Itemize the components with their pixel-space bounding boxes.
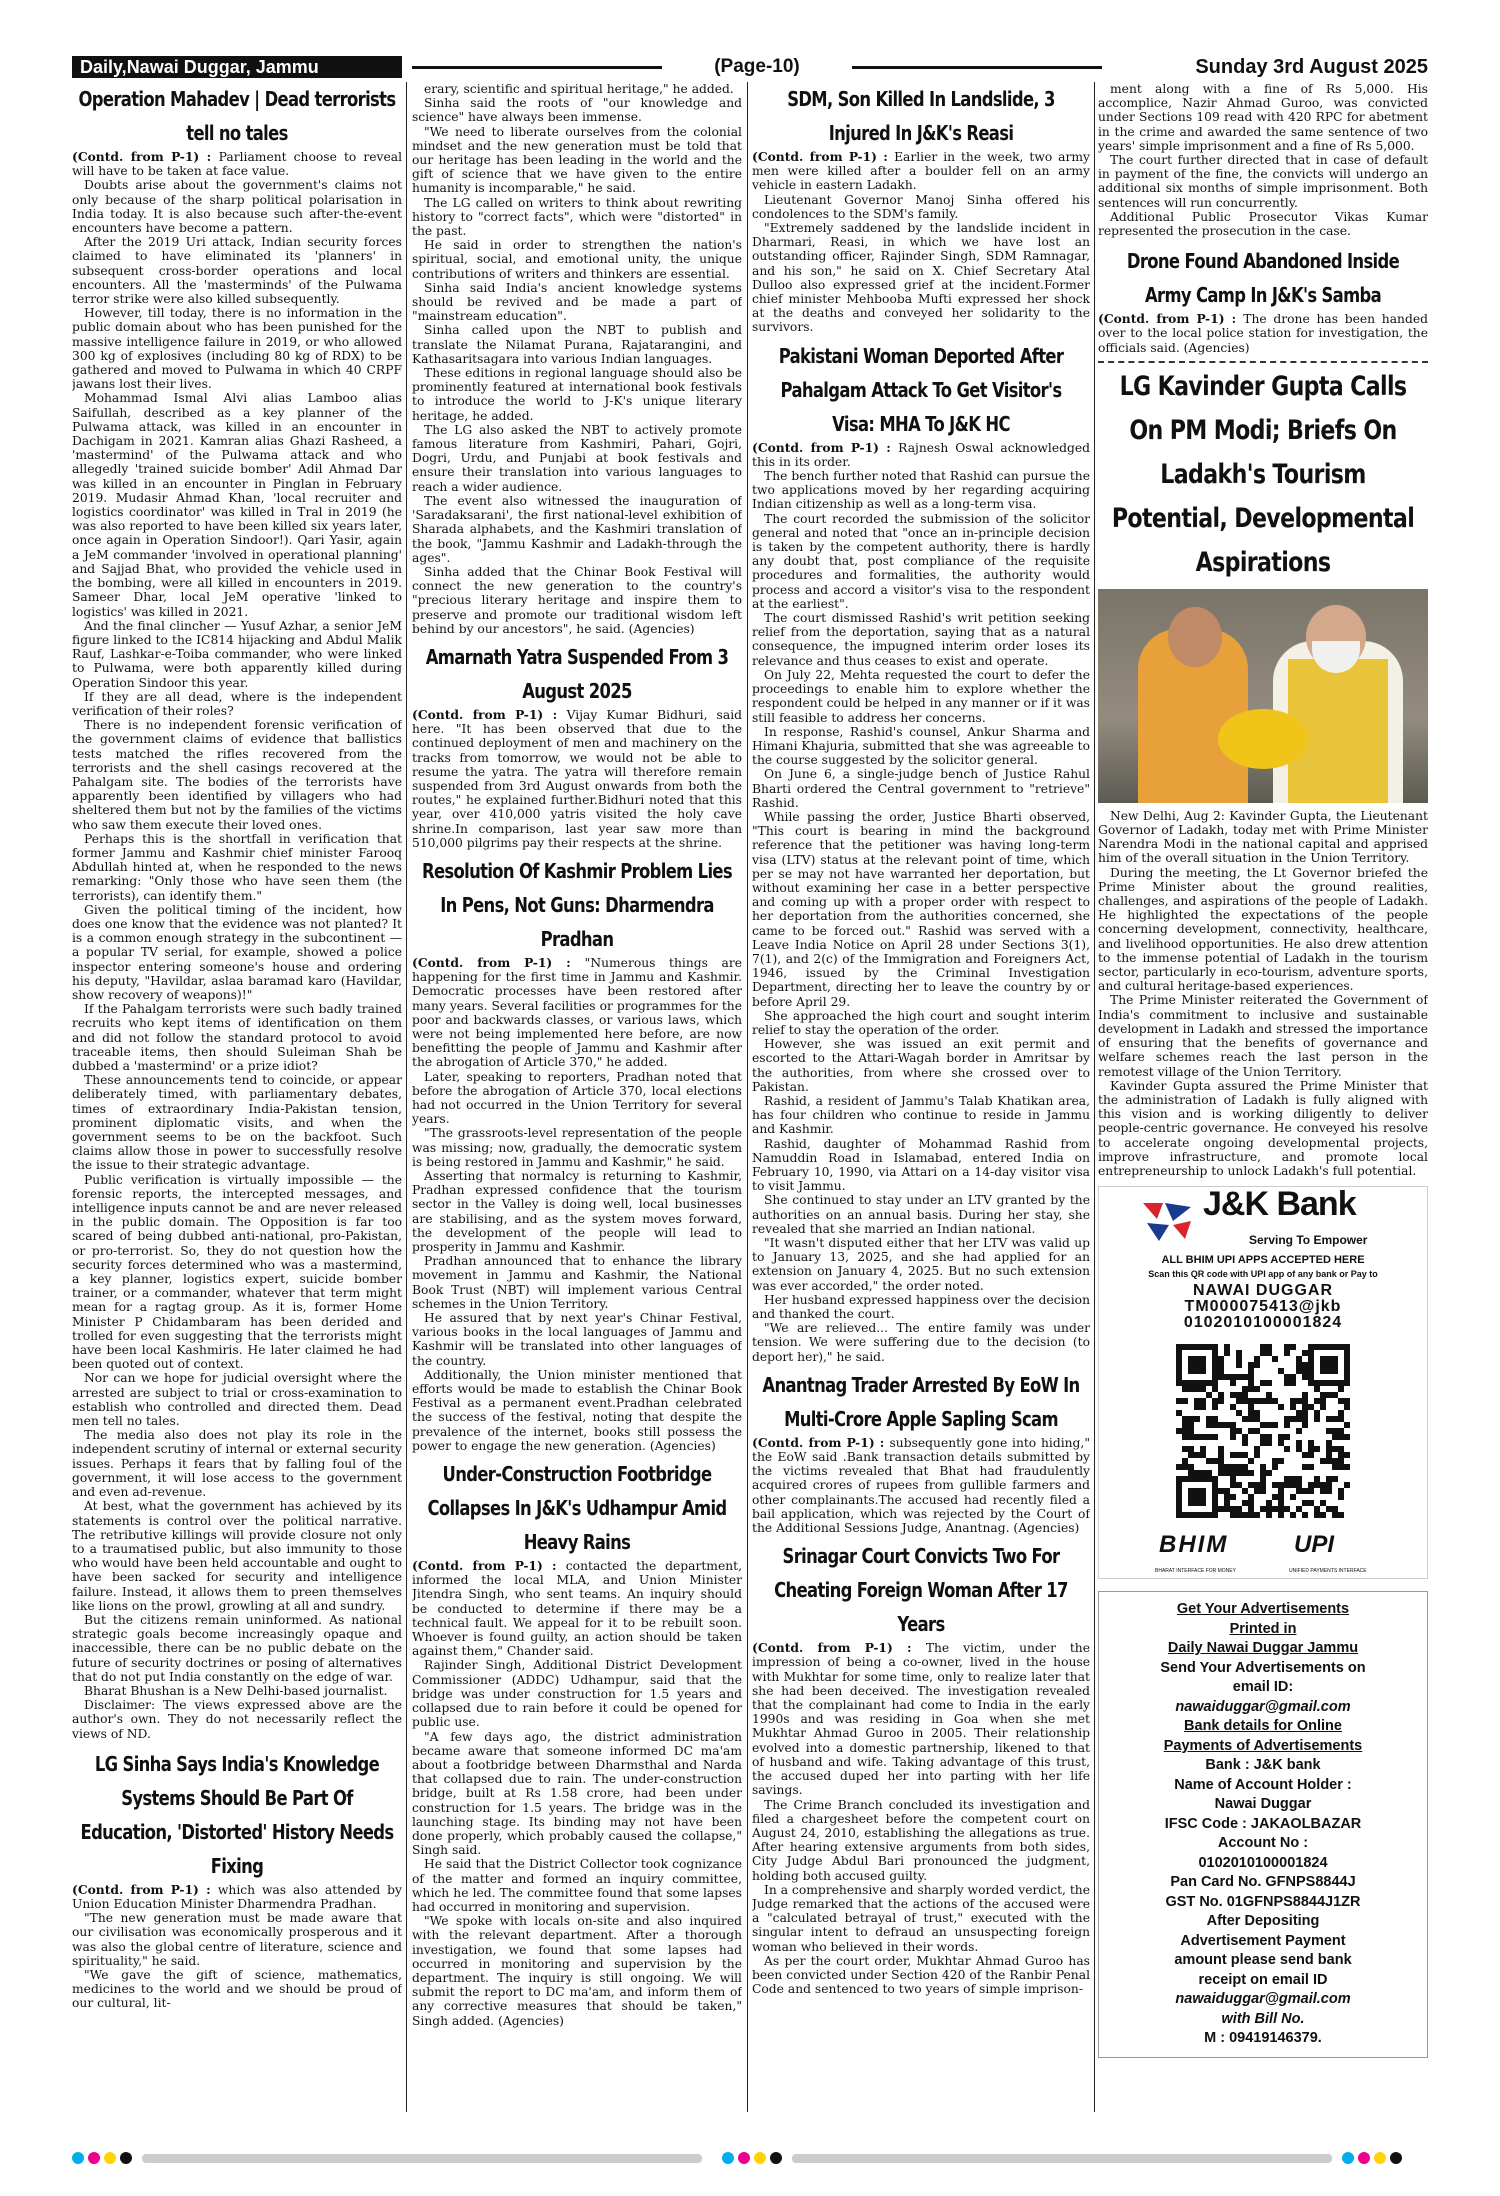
continued-marker: (Contd. from P-1) :	[752, 1640, 926, 1656]
adv-line: amount please send bank	[1174, 1952, 1352, 1969]
adv-line: Bank : J&K bank	[1205, 1757, 1321, 1774]
adv-line: Bank details for Online	[1184, 1718, 1342, 1735]
adv-line: Printed in	[1229, 1620, 1297, 1637]
article-body	[412, 82, 742, 636]
adv-email[interactable]: nawaiduggar@gmail.com	[1175, 1991, 1351, 2008]
continued-marker: (Contd. from P-1) :	[412, 1558, 566, 1574]
paragraph: On July 22, Mehta requested the court to defer the proceedings to enable him to explore whether the respondent could be helped in any manner or if it was still feasible to address her concerns.	[752, 667, 1090, 725]
registration-dot	[1342, 2152, 1354, 2164]
registration-dot	[754, 2152, 766, 2164]
paragraph: And the final clincher — Yusuf Azhar, a senior JeM figure linked to the IC814 hijacking and Abdul Malik Rauf, Lashkar-e-Toiba commander, who were linked to Pulwama, were both apparently killed during Operation Sindoor this year.	[72, 618, 402, 690]
bhim-upi-logo	[1099, 1531, 1427, 1575]
adv-line: Payments of Advertisements	[1163, 1737, 1363, 1754]
paragraph: He assured that by next year's Chinar Festival, various books in the local languages of Jammu and Kashmir will be translated into other languages of the country.	[412, 1311, 742, 1368]
registration-dot	[88, 2152, 100, 2164]
paragraph: "We spoke with locals on-site and also inquired with the relevant department. After a thorough investigation, we found that some lapses had occurred in monitoring and supervision by the department. The inquiry is still ongoing. We will submit the report to DC ma'am, and inform them of any corrective measures that should be taken," Singh added. (Agencies)	[412, 1914, 742, 2028]
adv-line: IFSC Code : JAKAOLBAZAR	[1164, 1815, 1362, 1832]
adv-line: After Depositing	[1206, 1913, 1320, 1930]
adv-line: Get Your Advertisements	[1176, 1601, 1350, 1618]
paragraph: (Contd. from P-1) : "Numerous things are happening for the first time in Jammu and Kashmir. Democratic processes have been restored after many years. Several facilities or programmes for the poor and backwards classes, or various laws, which were not being implemented here before, are now benefitting the people of Jammu and Kashmir after the abrogation of Article 370," he added.	[412, 954, 742, 1070]
paragraph: At best, what the government has achieved by its statements is control over the political narrative. The retributive killings will provide closure not only to a traumatised public, but also immunity to those who would have been held accountable and ought to have been sacked for security and intelligence failure. Instead, it allows them to preen themselves like lions on the prowl, growling at all and sundry.	[72, 1499, 402, 1613]
adv-line: email ID:	[1232, 1679, 1294, 1696]
paragraph: She approached the high court and sought interim relief to stay the operation of the order.	[752, 1008, 1090, 1037]
paragraph: He said that the District Collector took cognizance of the matter and formed an inquiry committee, which he led. The committee found that some lapses had occurred in monitoring and supervision.	[412, 1857, 742, 1914]
continued-marker: (Contd. from P-1) :	[72, 1881, 218, 1897]
column-3	[752, 82, 1090, 2112]
page-header	[72, 56, 1428, 82]
paragraph: Rashid, daughter of Mohammad Rashid from Namuddin Road in Islamabad, entered India on February 10, 1990, via Attari on a 14-day visitor visa to visit Jammu.	[752, 1136, 1090, 1194]
page-number: (Page-10)	[708, 56, 806, 78]
registration-bar	[142, 2154, 702, 2163]
bank-tagline: Serving To Empower	[1249, 1233, 1368, 1248]
bhim-logo-icon: BHIM	[1159, 1531, 1229, 1559]
paragraph: Lieutenant Governor Manoj Sinha offered his condolences to the SDM's family.	[752, 192, 1090, 221]
paragraph: Doubts arise about the government's claims not only because of the sharp political polarisation in India today. It is also because such after-the-event encounters have become a pattern.	[72, 178, 402, 236]
paragraph: The Crime Branch concluded its investigation and filed a chargesheet before the competent court on August 24, 2010, establishing the allegations as true. After hearing extensive arguments from both sides, City Judge Abdul Bari pronounced the judgment, holding both accused guilty.	[752, 1797, 1090, 1883]
adv-line: Nawai Duggar	[1214, 1796, 1312, 1813]
paragraph: The Prime Minister reiterated the Government of India's commitment to inclusive and sustainable development in Ladakh and stressed the importance of ensuring that the benefits of governance and welfare schemes reach the last person in the remotest village of the Union Territory.	[1098, 993, 1428, 1079]
paragraph: Sinha called upon the NBT to publish and translate the Nilamat Purana, Rajatarangini, and Kathasaritsagara into various Indian languages.	[412, 323, 742, 366]
news-photo	[1098, 589, 1428, 803]
column-1	[72, 82, 402, 2112]
registration-dot	[770, 2152, 782, 2164]
paragraph: Sinha said India's ancient knowledge systems should be revived and be made a part of "mainstream education".	[412, 280, 742, 324]
paragraph: (Contd. from P-1) : Parliament choose to reveal will have to be taken at face value.	[72, 149, 402, 179]
paragraph: If the Pahalgam terrorists were such badly trained recruits who kept items of identification on them and did not follow the standard protocol to avoid traceable items, then should Suleiman Shah be dubbed a 'mastermind' or a prize idiot?	[72, 1002, 402, 1073]
headline-footbridge[interactable]: Under-Construction Footbridge Collapses In J&K's Udhampur Amid Heavy Rains	[427, 1462, 727, 1555]
qr-code-icon[interactable]	[1147, 1342, 1379, 1522]
paragraph: Additional Public Prosecutor Vikas Kumar represented the prosecution in the case.	[1098, 209, 1428, 239]
paragraph: "A few days ago, the district administration became aware that someone informed DC ma'am about a footbridge between Dharmsthal and Narda that collapsed due to rain. The under-construction bridge, built at Rs 1.58 crore, had been under construction for 1.5 years. The bridge was in the launching stage. Its binding may not have been done properly, which probably caused the collapse," Singh said.	[412, 1729, 742, 1858]
paragraph: Rajinder Singh, Additional District Development Commissioner (ADDC) Udhampur, said that the bridge was under construction for 1.5 years and collapsed due to rain before it could be opened for public use.	[412, 1658, 742, 1730]
paragraph: After the 2019 Uri attack, Indian security forces claimed to have eliminated its 'planners' in subsequent cross-border operations and local encounters. All the 'masterminds' of the Pulwama terror strike were also killed subsequently.	[72, 235, 402, 307]
paragraph: The court recorded the submission of the solicitor general and noted that "once an in-principle decision is taken by the competent authority, there is hardly any doubt that, post compliance of the requisite procedures and formalities, the authority would process and accord a visitor's visa to the respondent at the earliest".	[752, 511, 1090, 611]
paragraph: (Contd. from P-1) : Vijay Kumar Bidhuri, said here. "It has been observed that due to the continued deployment of men and machinery on the tracks from tomorrow, we would not be able to resume the yatra. The yatra will therefore remain suspended from 3rd August onwards from both the routes," he explained further.Bidhuri noted that this year, over 410,000 yatris visited the holy cave shrine.In comparison, last year saw more than 510,000 pilgrims pay their respects at the shrine.	[412, 706, 742, 850]
paragraph: The LG also asked the NBT to actively promote famous literature from Kashmiri, Pahari, Gojri, Dogri, Urdu, and Punjabi at book festivals and ensure their translation into various languages to reach a wider audience.	[412, 422, 742, 494]
registration-bar	[792, 2154, 1332, 2163]
page-number-bar	[412, 56, 1102, 78]
continued-marker: (Contd. from P-1) :	[752, 149, 895, 164]
headline-pakistani-woman[interactable]: Pakistani Woman Deported After Pahalgam Attack To Get Visitor's Visa: MHA To J&K HC	[778, 343, 1064, 436]
headline-lg-sinha[interactable]: LG Sinha Says India's Knowledge Systems Should Be Part Of Education, 'Distorted' History Needs Fixing	[80, 1751, 394, 1878]
paragraph: erary, scientific and spiritual heritage," he added.	[424, 82, 734, 96]
article-body	[752, 1436, 1090, 1535]
adv-phone[interactable]: M : 09419146379.	[1204, 2030, 1322, 2047]
account-number: 0102010100001824	[1183, 1313, 1343, 1331]
paragraph: Sinha said the roots of "our knowledge and science" have always been immense.	[412, 96, 742, 125]
paragraph: Public verification is virtually impossible — the forensic reports, the intercepted messages, and intelligence inputs cannot be and are never released in the public domain. The Opposition is far too scared of being dubbed anti-national, pro-Pakistan, or pro-terrorist. So, they do not question how the security forces determined who was a mastermind, a key planner, logistics expert, suicide bomber trainer, or a commander, whatever that term might mean for a ragtag group. As it is, former Home Minister P Chidambaram has been derided and trolled for even suggesting that the terrorists might have been local Kashmiris. He later claimed he had been quoted out of context.	[72, 1172, 402, 1372]
scan-instruction: Scan this QR code with UPI app of any bank or Pay to	[1148, 1269, 1378, 1280]
adv-line: Pan Card No. GFNPS8844J	[1170, 1874, 1356, 1891]
paragraph: "We are relieved... The entire family was under tension. We were suffering due to the decision (to deport her)," he said.	[752, 1321, 1090, 1364]
paragraph: The court dismissed Rashid's writ petition seeking relief from the deportation, saying that as a natural consequence, the impugned interim order loses its relevance and thus ceases to exist and operate.	[752, 611, 1090, 668]
paragraph: However, till today, there is no information in the public domain about who has been punished for the massive intelligence failure in 2019, or who allowed 300 kg of explosives (including 80 kg of RDX) to be gathered and moved to Pulwama in which 40 CRPF jawans lost their lives.	[72, 306, 402, 392]
continued-marker: (Contd. from P-1) :	[752, 439, 899, 455]
paragraph: New Delhi, Aug 2: Kavinder Gupta, the Lieutenant Governor of Ladakh, today met with Prime Minister Narendra Modi in the national capital and apprised him of the overall situation in the Union Territory.	[1098, 808, 1428, 866]
divider	[1098, 361, 1428, 363]
registration-dot	[1358, 2152, 1370, 2164]
upi-id: TM000075413@jkb	[1184, 1297, 1342, 1315]
paragraph: Additionally, the Union minister mentioned that efforts would be made to establish the Chinar Book Festival as a permanent event.Pradhan celebrated the success of the festival, noting that despite the prevalence of the internet, books still possess the power to engage the new generation. (Agencies)	[412, 1367, 742, 1453]
headline-kashmir-pens[interactable]: Resolution Of Kashmir Problem Lies In Pens, Not Guns: Dharmendra Pradhan	[421, 858, 733, 951]
paragraph: "It wasn't disputed either that her LTV was valid up to January 13, 2025, and she had applied for an extension on January 4, 2025. But no such extension was ever accorded," the order noted.	[752, 1236, 1090, 1293]
paragraph: Kavinder Gupta assured the Prime Minister that the administration of Ladakh is fully aligned with this vision and is working diligently to deliver people-centric governance. He conveyed his resolve to accelerate ongoing developmental projects, improve infrastructure, and promote local entrepreneurship to unlock Ladakh's full potential.	[1098, 1078, 1428, 1178]
paragraph: However, she was issued an exit permit and escorted to the Attari-Wagah border in Amritsar by the authorities, from where she crossed over to Pakistan.	[752, 1037, 1090, 1094]
paragraph: Given the political timing of the incident, how does one know that the evidence was not planted? It is a common enough strategy in the subcontinent — a popular TV serial, for example, showed a police inspector entering someone's house and ordering his deputy, "Havildar, aslaa baramad karo (Havildar, show recovery of weapons)!"	[72, 902, 402, 1002]
paragraph: He said in order to strengthen the nation's spiritual, social, and emotional unity, the unique contributions of writers and thinkers are essential.	[412, 238, 742, 281]
paragraph: "We need to liberate ourselves from the colonial mindset and the new generation must be told that our heritage has been leading in the world and the gift of science that we have given to the entire humanity is incomparable," he said.	[412, 124, 742, 196]
upi-logo-icon: UPI	[1294, 1531, 1335, 1559]
headline-sdm-landslide[interactable]: SDM, Son Killed In Landslide, 3 Injured In J&K's Reasi	[787, 87, 1055, 145]
paragraph: In a comprehensive and sharply worded verdict, the Judge remarked that the actions of the accused were a "calculated betrayal of trust," executed with the singular intent to defraud an unsuspecting foreign woman who believed in their words.	[752, 1882, 1090, 1954]
paragraph: While passing the order, Justice Bharti observed, "This court is bearing in mind the background reference that the petitioner was having long-term visa (LTV) status at the relevant point of time, which per se may not have warranted her deportation, but without examining her case in a better perspective and coming up with a proper order with respect to her deportation from the authorities concerned, she came to be forced out." Rashid was served with a Leave India Notice on April 28 under Sections 3(1), 7(1), and 2(c) of the Immigration and Foreigners Act, 1946, issued by the Criminal Investigation Department, directing her to leave the country by or before April 29.	[752, 809, 1090, 1009]
paragraph: Asserting that normalcy is returning to Kashmir, Pradhan expressed confidence that the tourism sector in the Valley is doing well, local businesses are stabilising, and as the system moves forward, the development of the people will lead to prosperity in Jammu and Kashmir.	[412, 1169, 742, 1255]
bank-name: J&K Bank	[1203, 1185, 1356, 1224]
paragraph: "The new generation must be made aware that our civilisation was economically prosperous and it was also the global centre of literature, science and spirituality," he said.	[72, 1911, 402, 1968]
paragraph: In response, Rashid's counsel, Ankur Sharma and Himani Khajuria, submitted that she was agreeable to the course suggested by the solicitor general.	[752, 724, 1090, 768]
paragraph: Pradhan announced that to enhance the library movement in Jammu and Kashmir, the National Book Trust (NBT) will implement various Central schemes in the Union Territory.	[412, 1254, 742, 1311]
paragraph: Her husband expressed happiness over the decision and thanked the court.	[752, 1292, 1090, 1322]
masthead-left: Daily,Nawai Duggar, Jammu	[72, 56, 402, 78]
paragraph: Perhaps this is the shortfall in verification that former Jammu and Kashmir chief minister Farooq Abdullah hinted at, when he responded to the news remarking: "Only those who have seen them (the terrorists), can identify them."	[72, 831, 402, 903]
article-body	[752, 1641, 1090, 1996]
adv-email[interactable]: nawaiduggar@gmail.com	[1175, 1698, 1351, 1715]
print-registration-bar	[72, 2150, 1428, 2166]
adv-line: 0102010100001824	[1198, 1854, 1328, 1871]
article-body	[1098, 809, 1428, 1178]
paragraph: Later, speaking to reporters, Pradhan noted that before the abrogation of Article 370, local elections had not occurred in the Union Territory for several years.	[412, 1069, 742, 1127]
paragraph: Disclaimer: The views expressed above are the author's own. They do not necessarily reflect the views of ND.	[72, 1698, 402, 1741]
paragraph: These announcements tend to coincide, or appear deliberately timed, with parliamentary debates, times of extraordinary India-Pakistan tension, prominent diplomatic visits, and when the government seems to be on the backfoot. Such claims allow those in power to successfully resolve the issue to their strategic advantage.	[72, 1073, 402, 1173]
paragraph: ment along with a fine of Rs 5,000. His accomplice, Nazir Ahmad Guroo, was convicted under Sections 109 read with 420 RPC for abetment in the crime and awarded the same sentence of two years' simple imprisonment and a fine of Rs 5,000.	[1098, 82, 1428, 153]
continued-marker: (Contd. from P-1) :	[412, 706, 567, 722]
headline-anantnag-trader[interactable]: Anantnag Trader Arrested By EoW In Multi-Crore Apple Sapling Scam	[762, 1372, 1080, 1431]
adv-line: Daily Nawai Duggar Jammu	[1167, 1640, 1359, 1657]
continued-marker: (Contd. from P-1) :	[412, 954, 585, 970]
article-body	[752, 150, 1090, 335]
paragraph: The court further directed that in case of default in payment of the fine, the convicts will undergo an additional six months of simple imprisonment. Both sentences will run concurrently.	[1098, 153, 1428, 210]
paragraph: During the meeting, the Lt Governor briefed the Prime Minister about the ground realities, challenges, and aspirations of the people of Ladakh. He highlighted the expectations of the people concerning development, connectivity, healthcare, and livelihood opportunities. He also drew attention to the immense potential of Ladakh in the tourism sector, particularly in eco-tourism, adventure sports, and cultural heritage-based experiences.	[1098, 865, 1428, 994]
paragraph: "Extremely saddened by the landslide incident in Dharmari, Reasi, in which we have lost an outstanding officer, Rajinder Singh, SDM Ramnagar, and his son," he said on X. Chief Secretary Atal Dulloo also expressed grief at the incident.Former chief minister Mehbooba Mufti expressed her shock at the deaths and conveyed her solidarity to the survivors.	[752, 221, 1090, 335]
adv-line: receipt on email ID	[1198, 1971, 1328, 1988]
headline-drone-samba[interactable]: Drone Found Abandoned Inside Army Camp In J&K's Samba	[1126, 249, 1400, 308]
registration-dot	[722, 2152, 734, 2164]
headline-amarnath-yatra[interactable]: Amarnath Yatra Suspended From 3 August 2025	[425, 644, 729, 703]
paragraph: Sinha added that the Chinar Book Festival will connect the new generation to the country's "precious literary heritage and inspire them to preserve and promote our traditional wisdom left behind by our ancestors", he said. (Agencies)	[412, 564, 742, 636]
paragraph: The event also witnessed the inauguration of 'Saradaksarani', the first national-level exhibition of Sharada alphabets, and the Kashmiri translation of the book, "Jammu Kashmir and Ladakh-through the ages".	[412, 493, 742, 565]
adv-line: GST No. 01GFNPS8844J1ZR	[1165, 1893, 1361, 1910]
paragraph: (Contd. from P-1) : Rajnesh Oswal acknowledged this in its order.	[752, 439, 1090, 469]
upi-accepted: ALL BHIM UPI APPS ACCEPTED HERE	[1161, 1254, 1365, 1267]
paragraph: Mohammad Ismal Alvi alias Lamboo alias Saifullah, described as a key planner of the Pulwama attack, was killed in an encounter in Dachigam in 2021. Kamran alias Ghazi Rasheed, a 'mastermind' of the Pulwama attack and who allegedly 'trained suicide bomber' Adil Ahmad Dar was killed in an encounter in Pinglan in February 2019. Mudasir Ahmad Khan, 'local recruiter and logistics coordinator' was killed in Tral in 2019 (he was also reported to have been killed six years later, once again in Operation Sindoor!). Qari Yasir, again a JeM commander 'involved in operational planning' and Sajjad Bhat, who provided the vehicle used in the bombing, were all killed in encounters in 2019. Sameer Dhar, local JeM operative 'linked to logistics' was killed in 2021.	[72, 391, 402, 619]
paragraph: She continued to stay under an LTV granted by the authorities on an annual basis. During her stay, she revealed that she married an Indian national.	[752, 1193, 1090, 1236]
paragraph: There is no independent forensic verification of the government claims of evidence that ballistics tests matched the rifles recovered from the terrorists and the shell casings recovered at the Pahalgam site. The bodies of the terrorists have apparently been identified by villagers who had sheltered them but not by the families of the victims who saw them execute their loved ones.	[72, 718, 402, 832]
article-body	[412, 708, 742, 850]
paragraph: These editions in regional language should also be prominently featured at international book festivals to introduce the world to J-K's unique literary heritage, he added.	[412, 366, 742, 423]
headline-operation-mahadev[interactable]: Operation Mahadev | Dead terrorists tell no tales	[78, 87, 396, 145]
adv-line: Advertisement Payment	[1180, 1932, 1346, 1949]
article-body	[752, 441, 1090, 1364]
paragraph: Rashid, a resident of Jammu's Talab Khatikan area, has four children who continue to reside in Jammu and Kashmir.	[752, 1093, 1090, 1137]
bhim-subtitle: BHARAT INTERFACE FOR MONEY	[1155, 1568, 1236, 1575]
registration-dot	[104, 2152, 116, 2164]
adv-line: Send Your Advertisements on	[1160, 1659, 1366, 1676]
advertisement-info-box	[1098, 1591, 1428, 2058]
paragraph: (Contd. from P-1) : The drone has been handed over to the local police station for investigation, the officials said. (Agencies)	[1098, 311, 1428, 355]
paragraph: As per the court order, Mukhtar Ahmad Guroo has been convicted under Section 420 of the Ranbir Penal Code and sentenced to two years of simple imprison-	[752, 1953, 1090, 1997]
paragraph: (Contd. from P-1) : contacted the department, informed the local MLA, and Union Minister Jitendra Singh, who sent teams. An inquiry should be conducted to determine if there may be a technical fault. We appeal for it to be rebuilt soon. Whoever is found guilty, an action should be taken against them," Chander said.	[412, 1558, 742, 1659]
paragraph: (Contd. from P-1) : subsequently gone into hiding," the EoW said .Bank transaction details submitted by the victims revealed that Bhat had fraudulently acquired crores of rupees from gullible farmers and other complainants.The accused had recently filed a bail application, which was rejected by the Court of the Additional Sessions Judge, Anantnag. (Agencies)	[752, 1434, 1090, 1536]
paragraph: (Contd. from P-1) : which was also attended by Union Education Minister Dharmendra Pradhan.	[72, 1881, 402, 1911]
article-body	[1098, 82, 1428, 238]
registration-dot	[1374, 2152, 1386, 2164]
article-body	[1098, 312, 1428, 355]
payee-name: NAWAI DUGGAR	[1193, 1281, 1333, 1299]
adv-line: Name of Account Holder :	[1174, 1776, 1352, 1793]
article-body	[412, 1559, 742, 2028]
registration-dot	[72, 2152, 84, 2164]
issue-date: Sunday 3rd August 2025	[1195, 56, 1428, 78]
upi-subtitle: UNIFIED PAYMENTS INTERFACE	[1289, 1568, 1367, 1575]
registration-dot	[120, 2152, 132, 2164]
continued-marker: (Contd. from P-1) :	[72, 149, 219, 164]
continued-marker: (Contd. from P-1) :	[1098, 311, 1244, 327]
continued-marker: (Contd. from P-1) :	[752, 1434, 890, 1450]
jk-bank-logo-icon	[1139, 1199, 1195, 1243]
article-body	[412, 956, 742, 1453]
paragraph: But the citizens remain uninformed. As national strategic goals become increasingly opaque and inaccessible, there can be no public debate on the future of security doctrines or posing of alternatives that do not put India constantly on the edge of war.	[72, 1612, 402, 1684]
paragraph: Bharat Bhushan is a New Delhi-based journalist.	[84, 1683, 388, 1698]
registration-dot	[1390, 2152, 1402, 2164]
adv-line: Account No :	[1217, 1835, 1309, 1852]
column-4	[1098, 82, 1428, 2112]
registration-dot	[738, 2152, 750, 2164]
paragraph: (Contd. from P-1) : The victim, under the impression of being a co-owner, lived in the house with Mukhtar for some time, only to realize later that she had been deceived. The investigation revealed that the complainant had come to India in the early 1990s and was residing in Goa when she met Mukhtar Ahmad Guroo in 2005. Their relationship evolved into a domestic partnership, likened to that of husband and wife. Taking advantage of this trust, the accused duped her into parting with her life savings.	[752, 1640, 1090, 1798]
paragraph: The media also does not play its role in the independent scrutiny of internal or external security issues. Perhaps it fears that by falling foul of the government, it will lose access to the government and even ad-revenue.	[72, 1428, 402, 1500]
article-body	[72, 150, 402, 1741]
paragraph: (Contd. from P-1) : Earlier in the week, two army men were killed after a boulder fell on an army vehicle in eastern Ladakh.	[752, 149, 1090, 193]
article-body	[72, 1883, 402, 2011]
paragraph: The LG called on writers to think about rewriting history to "correct facts", which were "distorted" in the past.	[412, 195, 742, 239]
column-2	[412, 82, 742, 2112]
paragraph: Nor can we hope for judicial oversight where the arrested are subject to trial or cross-examination to establish who controlled and directed them. Dead men tell no tales.	[72, 1371, 402, 1429]
headline-srinagar-court[interactable]: Srinagar Court Convicts Two For Cheating Foreign Woman After 17 Years	[774, 1544, 1068, 1637]
adv-line: with Bill No.	[1221, 2010, 1305, 2027]
jk-bank-ad[interactable]	[1098, 1186, 1428, 1579]
paragraph: If they are all dead, where is the independent verification of their roles?	[72, 689, 402, 718]
paragraph: "The grassroots-level representation of the people was missing; now, gradually, the democratic system is being restored in Jammu and Kashmir," he said.	[412, 1126, 742, 1169]
paragraph: The bench further noted that Rashid can pursue the two applications moved by her regarding acquiring Indian citizenship as well as a long-term visa.	[752, 469, 1090, 512]
paragraph: "We gave the gift of science, mathematics, medicines to the world and we should be proud of our cultural, lit-	[72, 1967, 402, 2011]
headline-lg-kavinder[interactable]: LG Kavinder Gupta Calls On PM Modi; Briefs On Ladakh's Tourism Potential, Developmental Aspirations	[1111, 370, 1415, 578]
paragraph: On June 6, a single-judge bench of Justice Rahul Bharti ordered the Central government to "retrieve" Rashid.	[752, 767, 1090, 810]
